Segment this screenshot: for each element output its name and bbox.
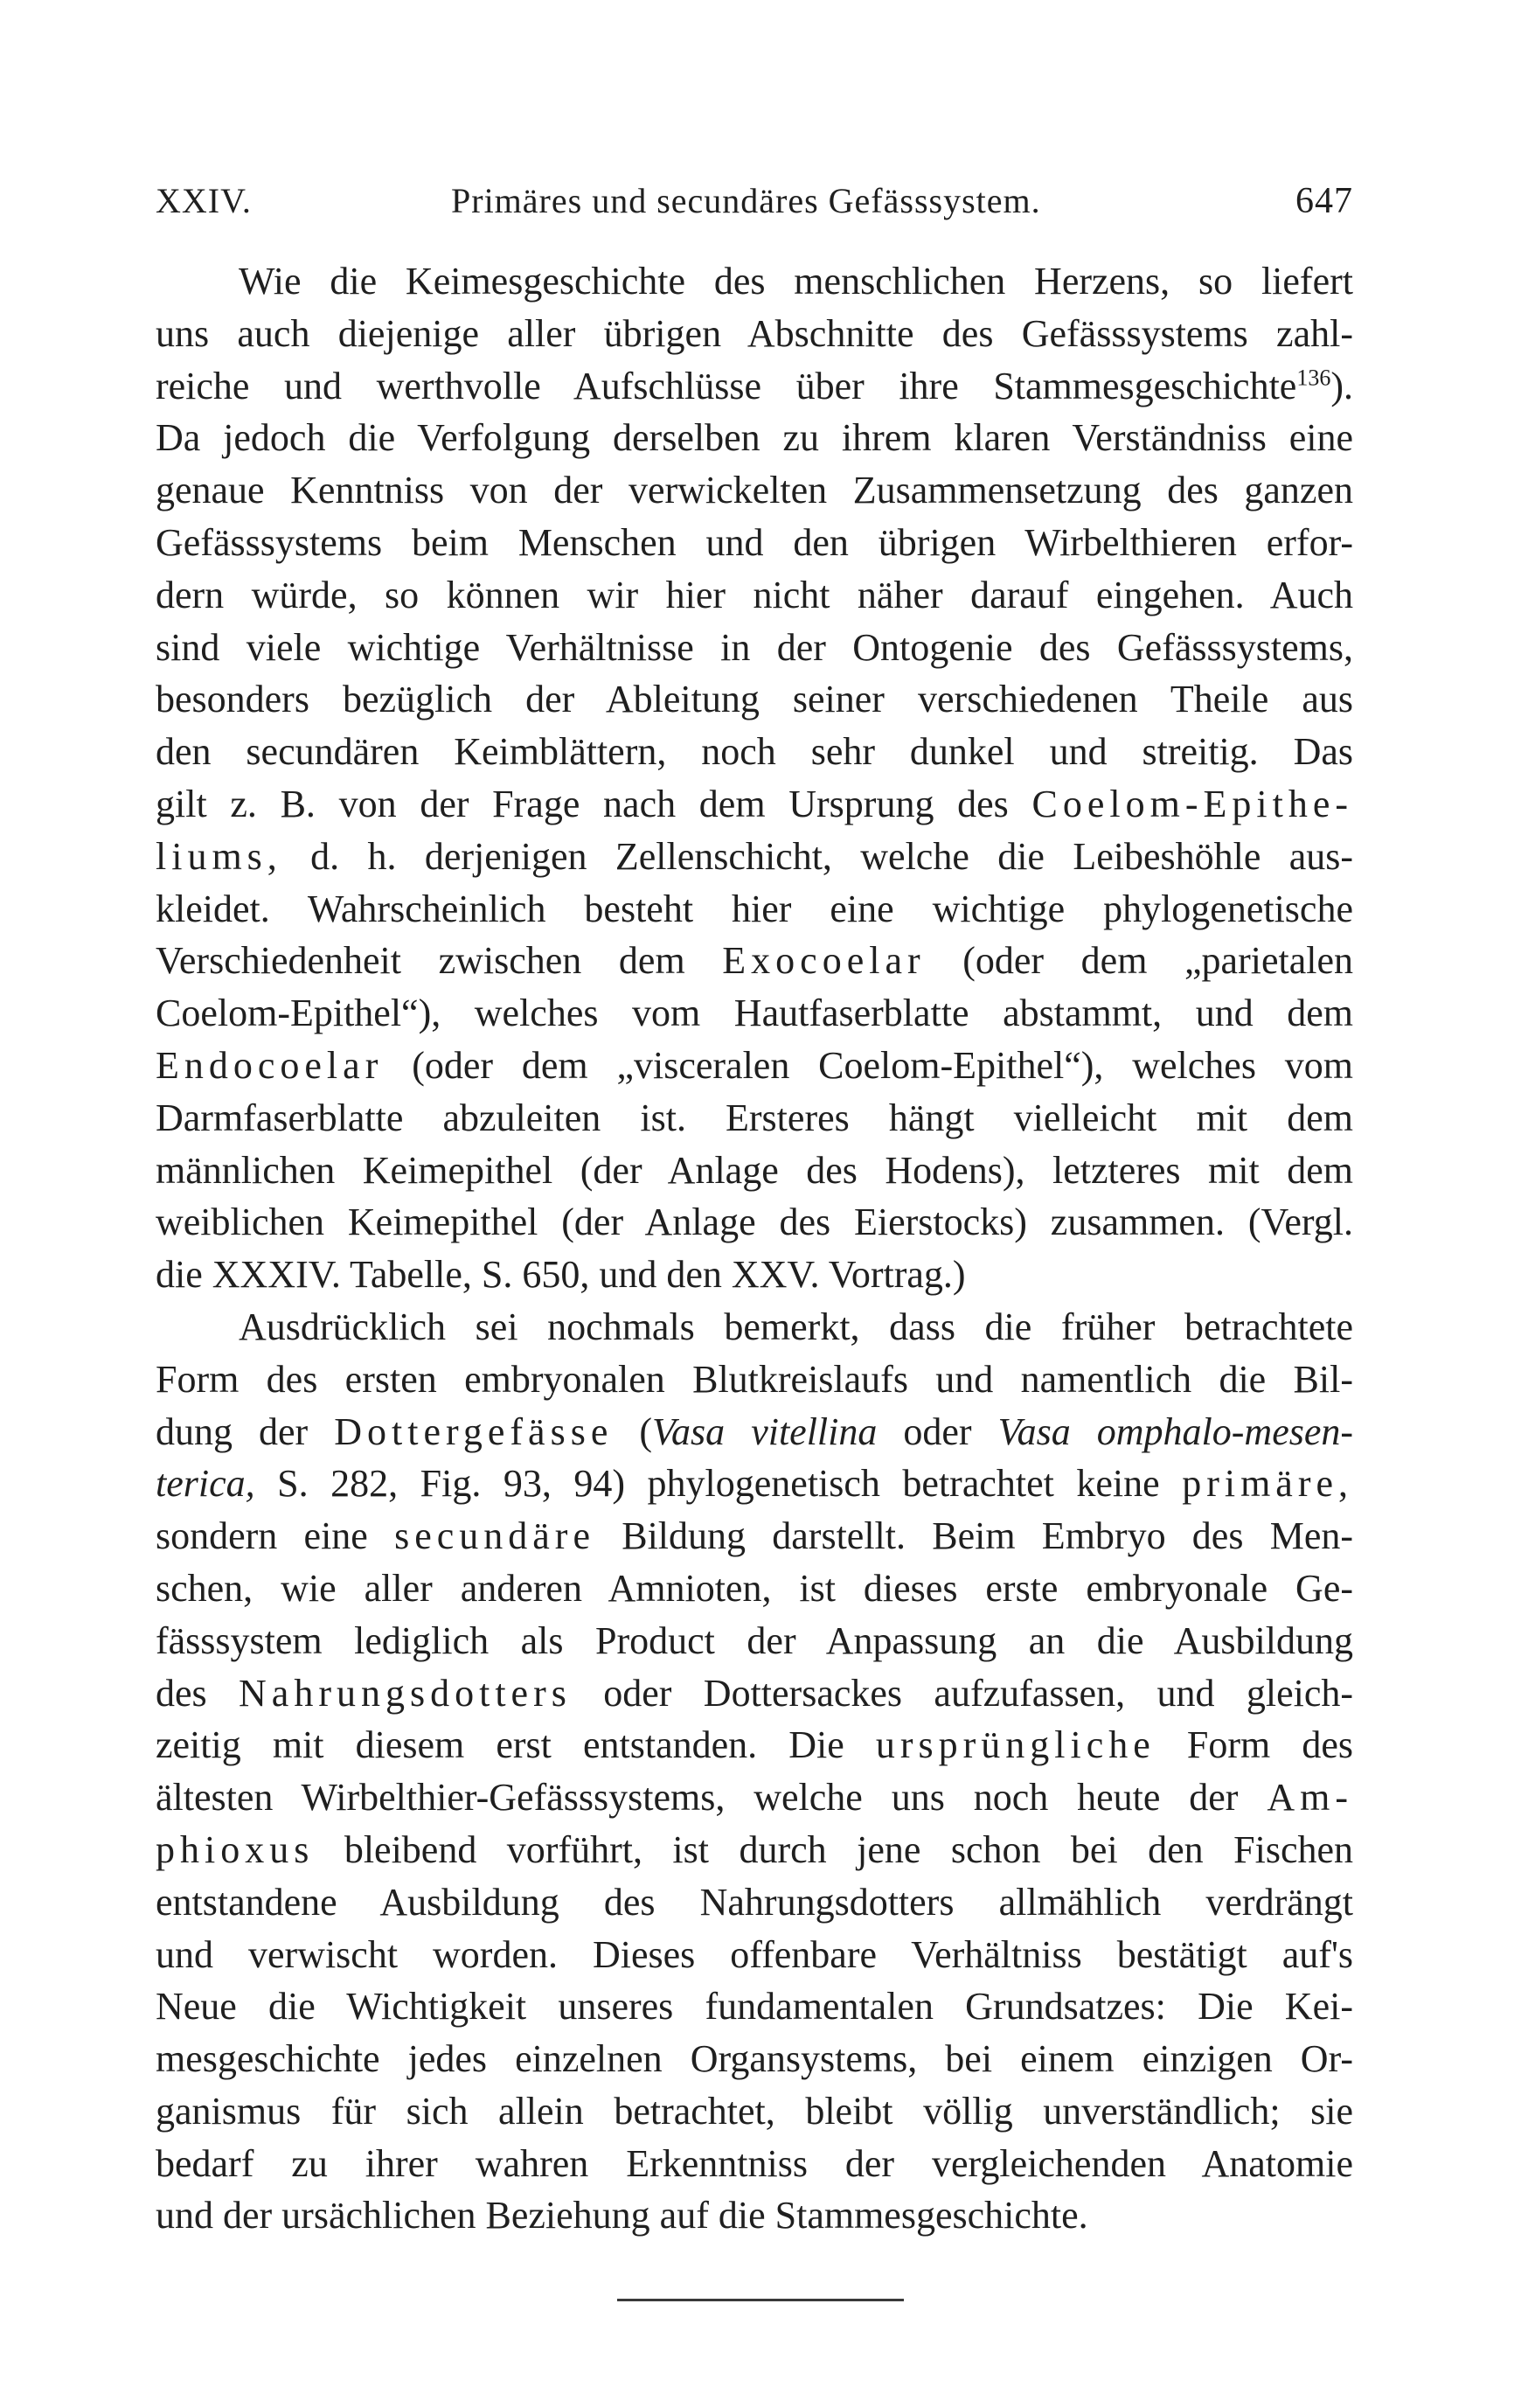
running-header (156, 180, 1353, 233)
text-line: fässsystem lediglich als Product der Anpassung an die Ausbildung (156, 1618, 1353, 1662)
spaced-term: phioxus (156, 1827, 315, 1871)
page-number: 647 (1295, 181, 1353, 221)
text-line: Neue die Wichtigkeit unseres fundamentalen Grundsatzes: Die Kei- (156, 1985, 1353, 2029)
text-line: Endocoelar (oder dem „visceralen Coelom-Epithel“), welches vom (156, 1043, 1354, 1087)
text-line: zeitig mit diesem erst entstanden. Die ursprüngliche Form des (156, 1723, 1354, 1767)
italic-term: Vasa vitellina (652, 1409, 878, 1453)
text-line: genaue Kenntniss von der verwickelten Zusammensetzung des ganzen (156, 469, 1353, 512)
text-line: Verschiedenheit zwischen dem Exocoelar (oder dem „parietalen (156, 939, 1354, 983)
text-line: und verwischt worden. Dieses offenbare Verhältniss bestätigt auf's (156, 1932, 1353, 1976)
text-line: männlichen Keimepithel (der Anlage des Hodens), letzteres mit dem (156, 1148, 1353, 1192)
text-line: Gefässsystems beim Menschen und den übrigen Wirbelthieren erfor- (156, 520, 1353, 564)
footer-divider (617, 2299, 904, 2301)
text-line: Ausdrücklich sei nochmals bemerkt, dass die früher betrachtete (239, 1305, 1353, 1348)
spaced-term: ursprüngliche (875, 1723, 1156, 1767)
text-line: Form des ersten embryonalen Blutkreislaufs und namentlich die Bil- (156, 1357, 1353, 1401)
text-line: uns auch diejenige aller übrigen Abschnitte des Gefässsystems zahl- (156, 311, 1353, 355)
text-line: sondern eine secundäre Bildung darstellt. Beim Embryo des Men- (156, 1514, 1354, 1558)
text-line: den secundären Keimblättern, noch sehr dunkel und streitig. Das (156, 730, 1353, 774)
text-line: gilt z. B. von der Frage nach dem Ursprung des Coelom-Epithe- (156, 782, 1354, 825)
italic-term: Vasa omphalo-mesen- (997, 1409, 1354, 1453)
text-line: ganismus für sich allein betrachtet, bleibt völlig unverständlich; sie (156, 2089, 1353, 2133)
spaced-term: Nahrungsdotters (239, 1671, 572, 1715)
spaced-term: secundäre (394, 1514, 595, 1558)
body-text (156, 255, 1353, 2242)
spaced-term: Endocoelar (156, 1043, 384, 1087)
text-line: dung der Dottergefässe (Vasa vitellina oder Vasa omphalo-mesen- (156, 1409, 1354, 1453)
chapter-number: XXIV. (156, 181, 252, 220)
spaced-term: Coelom-Epithe- (1031, 782, 1354, 825)
text-line: bedarf zu ihrer wahren Erkenntniss der vergleichenden Anatomie (156, 2141, 1353, 2185)
text-line: besonders bezüglich der Ableitung seiner verschiedenen Theile aus (156, 678, 1353, 721)
text-line: und der ursächlichen Beziehung auf die Stammesgeschichte. (156, 2194, 1088, 2237)
text-line: Da jedoch die Verfolgung derselben zu ihrem klaren Verständniss eine (156, 416, 1353, 460)
running-title: Primäres und secundäres Gefässsystem. (451, 181, 1041, 220)
footnote-marker: 136 (1296, 364, 1331, 390)
text-line: schen, wie aller anderen Amnioten, ist dieses erste embryonale Ge- (156, 1566, 1353, 1610)
spaced-term: liums, (156, 834, 282, 878)
text-line: die XXXIV. Tabelle, S. 650, und den XXV. Vortrag.) (156, 1253, 966, 1297)
text-line: sind viele wichtige Verhältnisse in der Ontogenie des Gefässsystems, (156, 625, 1353, 669)
text-line: mesgeschichte jedes einzelnen Organsystems, bei einem einzigen Or- (156, 2037, 1353, 2081)
text-line: des Nahrungsdotters oder Dottersackes aufzufassen, und gleich- (156, 1671, 1353, 1715)
text-line: ältesten Wirbelthier-Gefässsystems, welche uns noch heute der Am- (156, 1776, 1353, 1820)
text-line: entstandene Ausbildung des Nahrungsdotters allmählich verdrängt (156, 1880, 1353, 1924)
spaced-term: primäre, (1182, 1462, 1353, 1506)
text-line: phioxus bleibend vorführt, ist durch jene schon bei den Fischen (156, 1827, 1354, 1871)
text-line: dern würde, so können wir hier nicht näher darauf eingehen. Auch (156, 573, 1353, 616)
text-line: Darmfaserblatte abzuleiten ist. Ersteres hängt vielleicht mit dem (156, 1096, 1353, 1139)
spaced-term: Exocoelar (722, 939, 926, 983)
text-line: terica, S. 282, Fig. 93, 94) phylogenetisch betrachtet keine primäre, (156, 1462, 1353, 1506)
italic-term: terica, (156, 1462, 255, 1506)
spaced-term: Am- (1267, 1776, 1353, 1820)
text-line: Wie die Keimesgeschichte des menschlichen Herzens, so liefert (239, 260, 1353, 303)
text-line: Coelom-Epithel“), welches vom Hautfaserblatte abstammt, und dem (156, 992, 1353, 1035)
text-line: reiche und werthvolle Aufschlüsse über ihre Stammesgeschichte$^{136}$). (156, 364, 1353, 407)
text-line: kleidet. Wahrscheinlich besteht hier eine wichtige phylogenetische (156, 887, 1353, 930)
text-line: liums, d. h. derjenigen Zellenschicht, welche die Leibeshöhle aus- (156, 834, 1354, 878)
spaced-term: Dottergefässe (334, 1409, 614, 1453)
text-line: weiblichen Keimepithel (der Anlage des Eierstocks) zusammen. (Vergl. (156, 1201, 1353, 1244)
